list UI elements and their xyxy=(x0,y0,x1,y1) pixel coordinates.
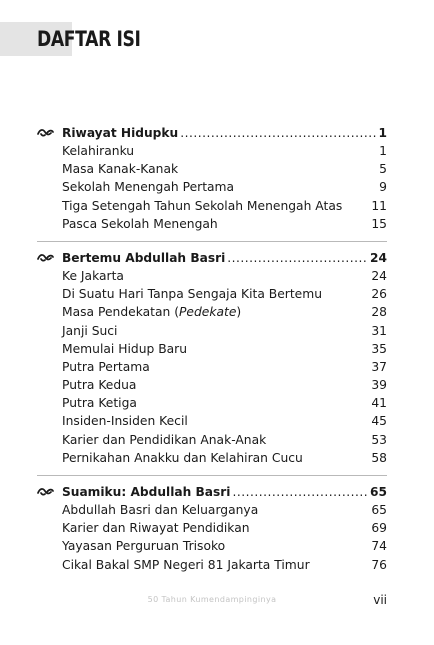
entry-page-number: 76 xyxy=(371,557,387,572)
toc-entry[interactable] xyxy=(37,303,387,321)
entry-page-number: 45 xyxy=(371,414,387,429)
toc-entry[interactable] xyxy=(37,322,387,340)
fleuron-ornament-icon xyxy=(37,124,55,142)
entry-page-number: 53 xyxy=(371,432,387,447)
toc-entry[interactable] xyxy=(37,394,387,412)
toc-entry[interactable] xyxy=(37,340,387,358)
entry-page-number: 39 xyxy=(371,378,387,393)
entry-label: Pernikahan Anakku dan Kelahiran Cucu xyxy=(62,450,303,465)
entry-page-number: 31 xyxy=(371,323,387,338)
entry-label: Yayasan Perguruan Trisoko xyxy=(62,539,226,554)
section-page-number: 24 xyxy=(370,250,387,265)
entry-page-number: 9 xyxy=(379,180,387,195)
entry-label: Karier dan Riwayat Pendidikan xyxy=(62,521,250,536)
entry-page-number: 74 xyxy=(371,539,387,554)
toc-entry[interactable] xyxy=(37,178,387,196)
toc-entry[interactable] xyxy=(37,519,387,537)
toc-entry-list xyxy=(37,267,387,467)
section-title: Riwayat Hidupku xyxy=(62,126,179,140)
section-page-number: 1 xyxy=(378,126,387,140)
toc-section-heading[interactable] xyxy=(37,249,387,267)
entry-label: Putra Pertama xyxy=(62,359,150,374)
toc-entry-list xyxy=(37,142,387,233)
fleuron-ornament-icon xyxy=(37,249,55,267)
running-title: 50 Tahun Kumendampinginya xyxy=(147,595,277,604)
entry-label-tail: ) xyxy=(236,305,242,320)
entry-page-number: 58 xyxy=(371,450,387,465)
toc-entry[interactable] xyxy=(37,197,387,215)
section-title: Suamiku: Abdullah Basri xyxy=(62,485,231,499)
entry-label: Abdullah Basri dan Keluarganya xyxy=(62,503,259,517)
toc-entry[interactable] xyxy=(37,358,387,376)
section-page-number: 65 xyxy=(370,485,387,499)
entry-page-number: 15 xyxy=(371,216,387,231)
entry-label: Masa Pendekatan ( xyxy=(62,305,180,320)
entry-page-number: 37 xyxy=(371,359,387,374)
table-of-contents xyxy=(37,124,387,574)
page-footer xyxy=(37,593,387,609)
entry-label-italic: Pedekate xyxy=(179,305,237,320)
entry-page-number: 28 xyxy=(371,305,387,320)
toc-entry[interactable] xyxy=(37,285,387,303)
entry-page-number: 26 xyxy=(371,287,387,302)
entry-label: Kelahiranku xyxy=(62,144,135,158)
toc-entry[interactable] xyxy=(37,412,387,430)
entry-label: Karier dan Pendidikan Anak-Anak xyxy=(62,432,267,447)
entry-label: Putra Kedua xyxy=(62,378,137,393)
toc-entry[interactable] xyxy=(37,142,387,160)
entry-page-number: 65 xyxy=(371,503,387,517)
entry-label: Insiden-Insiden Kecil xyxy=(62,414,188,429)
entry-label: Ke Jakarta xyxy=(62,268,124,283)
entry-label-group xyxy=(62,303,241,321)
entry-page-number: 41 xyxy=(371,396,387,411)
section-divider xyxy=(37,241,387,242)
toc-section-heading[interactable] xyxy=(37,483,387,501)
toc-entry[interactable] xyxy=(37,431,387,449)
toc-section-heading[interactable] xyxy=(37,124,387,142)
entry-label: Cikal Bakal SMP Negeri 81 Jakarta Timur xyxy=(62,557,310,572)
toc-entry[interactable] xyxy=(37,376,387,394)
entry-page-number: 1 xyxy=(379,144,387,158)
page-title: DAFTAR ISI xyxy=(37,27,141,51)
toc-entry[interactable] xyxy=(37,215,387,233)
entry-label: Janji Suci xyxy=(62,323,118,338)
toc-entry[interactable] xyxy=(37,267,387,285)
entry-label: Memulai Hidup Baru xyxy=(62,341,188,356)
dot-leader xyxy=(227,249,368,267)
section-divider xyxy=(37,475,387,476)
fleuron-ornament-icon xyxy=(37,483,55,501)
entry-label: Putra Ketiga xyxy=(62,396,137,411)
entry-page-number: 24 xyxy=(371,268,387,283)
toc-entry[interactable] xyxy=(37,160,387,178)
entry-label: Pasca Sekolah Menengah xyxy=(62,216,218,231)
entry-page-number: 69 xyxy=(371,521,387,536)
toc-section xyxy=(37,124,387,233)
entry-page-number: 35 xyxy=(371,341,387,356)
entry-label: Masa Kanak-Kanak xyxy=(62,162,179,177)
toc-section xyxy=(37,483,387,574)
entry-label: Sekolah Menengah Pertama xyxy=(62,180,235,195)
toc-entry[interactable] xyxy=(37,449,387,467)
toc-entry-list xyxy=(37,501,387,574)
toc-entry[interactable] xyxy=(37,537,387,555)
toc-entry[interactable] xyxy=(37,556,387,574)
toc-section xyxy=(37,249,387,467)
page-number: vii xyxy=(373,593,387,607)
entry-page-number: 5 xyxy=(379,162,387,177)
entry-page-number: 11 xyxy=(371,198,387,213)
toc-entry[interactable] xyxy=(37,501,387,519)
section-title: Bertemu Abdullah Basri xyxy=(62,250,226,265)
dot-leader xyxy=(232,483,368,501)
entry-label: Tiga Setengah Tahun Sekolah Menengah Atas xyxy=(62,198,343,213)
dot-leader xyxy=(180,124,376,142)
entry-label: Di Suatu Hari Tanpa Sengaja Kita Bertemu xyxy=(62,287,322,302)
